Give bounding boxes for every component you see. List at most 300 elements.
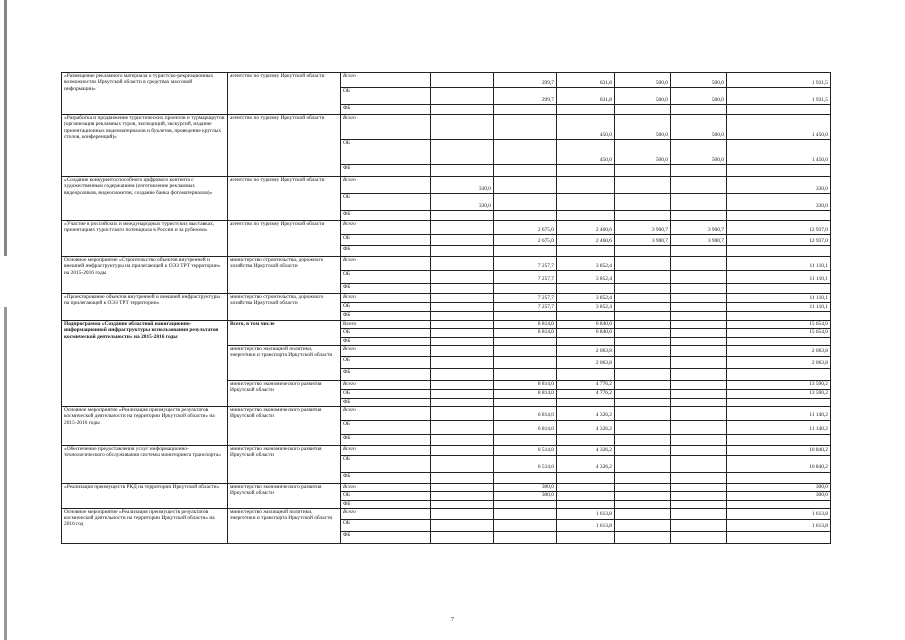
amount-cell [431,434,494,445]
table-row [62,483,831,491]
amount-cell [431,398,494,406]
table-row [62,73,831,88]
amount-cell [727,211,831,221]
amount-cell [671,177,727,194]
amount-cell [557,337,615,345]
executor-cell: агентство по туризму Иркутской области [228,177,341,221]
measure-description-cell: «Обеспечение предоставления услуг информационно-технологического обслуживания системы мониторинга транспорта» [62,445,228,483]
amount-cell: 3 900,7 [671,221,727,235]
amount-cell: 12 937,0 [727,221,831,235]
amount-cell [671,105,727,115]
budget-table-body [62,73,831,544]
amount-cell [671,329,727,337]
amount-cell [431,165,494,177]
amount-cell [494,177,557,194]
amount-cell: 2 063,8 [557,356,615,368]
amount-cell [494,398,557,406]
amount-cell [431,211,494,221]
table-row [62,321,831,329]
amount-cell [557,165,615,177]
amount-cell [557,483,615,491]
amount-cell: 3 900,7 [615,221,671,235]
amount-cell [557,398,615,406]
amount-cell [557,492,615,500]
funding-source-cell: Всего [341,177,431,194]
amount-cell [671,389,727,398]
amount-cell [671,312,727,321]
amount-cell [615,329,671,337]
amount-cell [671,472,727,483]
amount-cell [615,257,671,271]
amount-cell [557,368,615,380]
measure-description-cell: Основное мероприятие «Реализация преимуществ результатов космической деятельности на территории Иркутской области» на 2015-2016 годы [62,406,228,445]
amount-cell [727,472,831,483]
funding-source-cell: Всего [341,73,431,88]
funding-source-cell: Всего [341,221,431,235]
executor-cell: министерство строительства, дорожного хозяйства Иркутской области [228,294,341,321]
amount-cell [671,445,727,455]
funding-source-cell: ФБ [341,211,431,221]
funding-source-cell: ОБ [341,194,431,211]
amount-cell [431,140,494,165]
amount-cell: 15 654,0 [727,321,831,329]
amount-cell: 300,0 [494,483,557,491]
amount-cell [431,483,494,491]
amount-cell: 6 814,0 [494,406,557,420]
funding-source-cell: ОБ [341,455,431,472]
amount-cell: 1 613,8 [557,519,615,531]
amount-cell [431,406,494,420]
amount-cell: 11 110,1 [727,294,831,303]
measure-description-cell: «Участие в российских и международных туристских выставках, презентациях туристского потенциала в России и за рубежом» [62,221,228,257]
amount-cell [431,500,494,508]
amount-cell: 3 900,7 [615,235,671,246]
funding-source-cell: Всего [341,257,431,271]
measure-description-cell: «Размещение рекламного материала о туристско-рекреационных возможностях Иркутской области в средствах массовой информации» [62,73,228,115]
amount-cell: 1 450,0 [727,140,831,165]
amount-cell: 13 590,2 [727,380,831,389]
budget-table [61,72,831,544]
table-row [62,257,831,271]
amount-cell: 8 814,0 [494,389,557,398]
table-row [62,508,831,519]
amount-cell [727,105,831,115]
amount-cell [431,246,494,257]
amount-cell: 1 613,8 [727,519,831,531]
funding-source-cell: ОБ [341,356,431,368]
amount-cell: 300,0 [727,492,831,500]
amount-cell: 500,0 [671,88,727,105]
amount-cell [615,420,671,434]
funding-source-cell: ОБ [341,420,431,434]
funding-source-cell: Всего [341,294,431,303]
amount-cell: 450,0 [557,140,615,165]
amount-cell [615,356,671,368]
executor-cell: министерство экономического развития Иркутской области [228,445,341,483]
subprogram-title-cell: Подпрограмма «Создание областной навигационно-информационной инфраструктуры использования результатов космической деятельности» на 2015-2016 годы [62,321,228,407]
amount-cell: 4 326,2 [557,420,615,434]
funding-source-cell: Всего [341,345,431,356]
amount-cell: 299,7 [494,88,557,105]
amount-cell [615,445,671,455]
amount-cell [494,312,557,321]
amount-cell [671,356,727,368]
funding-source-cell: ФБ [341,246,431,257]
amount-cell [727,312,831,321]
amount-cell: 500,0 [615,73,671,88]
amount-cell: 2 675,0 [494,235,557,246]
amount-cell: 7 257,7 [494,303,557,312]
amount-cell [615,398,671,406]
amount-cell [671,294,727,303]
amount-cell [431,284,494,294]
amount-cell: 500,0 [671,140,727,165]
amount-cell [494,434,557,445]
funding-source-cell: ОБ [341,519,431,531]
amount-cell [431,380,494,389]
amount-cell [615,380,671,389]
amount-cell [494,140,557,165]
funding-source-cell: ФБ [341,284,431,294]
executor-cell: министерство экономического развития Иркутской области [228,380,341,406]
amount-cell [431,368,494,380]
amount-cell [431,329,494,337]
amount-cell [671,368,727,380]
amount-cell: 8 814,0 [494,321,557,329]
amount-cell [431,420,494,434]
amount-cell [494,519,557,531]
amount-cell [615,368,671,380]
amount-cell [494,165,557,177]
amount-cell [671,246,727,257]
amount-cell [615,406,671,420]
amount-cell: 3 852,4 [557,257,615,271]
amount-cell [671,284,727,294]
amount-cell: 4 326,2 [557,445,615,455]
amount-cell [615,492,671,500]
amount-cell [615,508,671,519]
executor-cell: агентство по туризму Иркутской области [228,73,341,115]
amount-cell: 2 063,8 [557,345,615,356]
funding-source-cell: Всего [341,508,431,519]
amount-cell [615,246,671,257]
amount-cell [615,211,671,221]
amount-cell [431,294,494,303]
amount-cell [727,165,831,177]
amount-cell [671,303,727,312]
table-row [62,177,831,194]
amount-cell: 2 460,6 [557,235,615,246]
amount-cell: 4 776,2 [557,389,615,398]
amount-cell: 10 840,2 [727,455,831,472]
amount-cell: 3 852,4 [557,271,615,284]
amount-cell: 1 613,8 [727,508,831,519]
amount-cell [557,177,615,194]
amount-cell [494,472,557,483]
executor-cell: министерство экономического развития Иркутской области [228,406,341,445]
amount-cell [671,211,727,221]
amount-cell: 11 140,2 [727,406,831,420]
amount-cell: 330,0 [727,194,831,211]
amount-cell [494,337,557,345]
executor-cell: министерство жилищной политики, энергетики и транспорта Иркутской области [228,508,341,543]
amount-cell: 299,7 [494,73,557,88]
amount-cell [494,345,557,356]
amount-cell: 500,0 [671,115,727,140]
amount-cell: 2 063,8 [727,345,831,356]
amount-cell: 500,0 [615,115,671,140]
amount-cell [671,337,727,345]
amount-cell: 3 852,4 [557,294,615,303]
amount-cell [431,105,494,115]
amount-cell [671,531,727,543]
amount-cell [494,508,557,519]
amount-cell [431,472,494,483]
amount-cell [671,455,727,472]
amount-cell [557,472,615,483]
amount-cell [671,380,727,389]
amount-cell: 11 110,1 [727,303,831,312]
funding-source-cell: Всего [341,406,431,420]
amount-cell: 6 814,0 [494,420,557,434]
amount-cell [431,356,494,368]
amount-cell [671,321,727,329]
funding-source-cell: Всего [341,115,431,140]
amount-cell [431,321,494,329]
amount-cell: 330,0 [727,177,831,194]
amount-cell [557,105,615,115]
funding-source-cell: ОБ [341,140,431,165]
amount-cell [615,105,671,115]
amount-cell: 330,0 [431,177,494,194]
amount-cell: 330,0 [431,194,494,211]
measure-description-cell: «Проектирование объектов внутренней и внешней инфраструктуры на прилегающей к ОЭЗ ТРТ территории» [62,294,228,321]
amount-cell: 500,0 [615,140,671,165]
amount-cell: 11 110,1 [727,257,831,271]
amount-cell [615,519,671,531]
amount-cell [494,115,557,140]
amount-cell [671,406,727,420]
amount-cell [557,284,615,294]
amount-cell [615,271,671,284]
amount-cell [615,337,671,345]
amount-cell [727,500,831,508]
amount-cell [431,345,494,356]
amount-cell: 8 814,0 [494,329,557,337]
amount-cell: 300,0 [727,483,831,491]
amount-cell [615,284,671,294]
amount-cell [671,500,727,508]
amount-cell [671,194,727,211]
funding-source-cell: ОБ [341,271,431,284]
amount-cell [615,165,671,177]
amount-cell: 8 814,0 [494,380,557,389]
amount-cell [727,434,831,445]
amount-cell [557,246,615,257]
amount-cell [615,500,671,508]
amount-cell [431,445,494,455]
amount-cell [431,519,494,531]
amount-cell [727,284,831,294]
funding-source-cell: ОБ [341,303,431,312]
funding-source-cell: ФБ [341,531,431,543]
amount-cell: 450,0 [557,115,615,140]
amount-cell: 11 110,1 [727,271,831,284]
amount-cell [615,303,671,312]
funding-source-cell: ФБ [341,368,431,380]
amount-cell: 11 140,2 [727,420,831,434]
executor-cell: министерство экономического развития Иркутской области [228,483,341,508]
amount-cell [557,500,615,508]
amount-cell [615,531,671,543]
amount-cell: 1 931,5 [727,88,831,105]
amount-cell [671,420,727,434]
amount-cell [557,312,615,321]
funding-source-cell: Всего [341,483,431,491]
measure-description-cell: «Разработка и продвижение туристических проектов и турмаршрутов (организация рекламных туров, экспедиций, экскурсий, издание презентационных видеоматериалов и буклетов, проведение круглых столов, конференций)» [62,115,228,177]
amount-cell: 500,0 [671,73,727,88]
executor-cell: министерство строительства, дорожного хозяйства Иркутской области [228,257,341,294]
amount-cell [431,531,494,543]
amount-cell: 2 063,8 [727,356,831,368]
amount-cell: 15 654,0 [727,329,831,337]
amount-cell [431,271,494,284]
amount-cell: 7 257,7 [494,257,557,271]
funding-source-cell: ФБ [341,434,431,445]
funding-source-cell: Всего [341,445,431,455]
amount-cell [615,434,671,445]
amount-cell [494,211,557,221]
amount-cell [431,337,494,345]
table-row [62,406,831,420]
amount-cell [615,177,671,194]
amount-cell [615,321,671,329]
amount-cell [431,257,494,271]
amount-cell [494,356,557,368]
amount-cell: 1 931,5 [727,73,831,88]
amount-cell: 12 937,0 [727,235,831,246]
amount-cell [557,194,615,211]
scan-edge-mark [4,0,7,640]
funding-source-cell: Всего [341,380,431,389]
amount-cell: 631,8 [557,88,615,105]
amount-cell: 10 840,2 [727,445,831,455]
table-row [62,294,831,303]
amount-cell [671,483,727,491]
amount-cell: 300,0 [494,492,557,500]
amount-cell [727,398,831,406]
amount-cell [494,368,557,380]
amount-cell [615,312,671,321]
amount-cell [557,211,615,221]
funding-source-cell: ОБ [341,389,431,398]
measure-description-cell: «Создание конкурентоспособного цифрового контента с художественным содержанием (изготовление рекламных видеороликов, видеосюжетов, создание банка фотоматериалов)» [62,177,228,221]
amount-cell: 631,8 [557,73,615,88]
amount-cell [431,492,494,500]
funding-source-cell: ОБ [341,329,431,337]
funding-source-cell: ФБ [341,500,431,508]
amount-cell [494,246,557,257]
amount-cell [727,337,831,345]
amount-cell: 2 675,0 [494,221,557,235]
executor-cell: агентство по туризму Иркутской области [228,115,341,177]
amount-cell [615,483,671,491]
funding-source-cell: ФБ [341,337,431,345]
amount-cell: 7 257,7 [494,271,557,284]
funding-source-cell: ОБ [341,235,431,246]
amount-cell: 7 257,7 [494,294,557,303]
amount-cell [727,368,831,380]
amount-cell [557,434,615,445]
amount-cell [431,115,494,140]
measure-description-cell: Основное мероприятие «Реализация преимуществ результатов космической деятельности на территории Иркутской области» на 2016 год [62,508,228,543]
measure-description-cell: «Реализация преимуществ РКД на территории Иркутской области» [62,483,228,508]
funding-source-cell: ФБ [341,165,431,177]
funding-source-cell: ФБ [341,312,431,321]
funding-source-cell: ФБ [341,105,431,115]
funding-source-cell: ФБ [341,398,431,406]
measure-description-cell: Основное мероприятие «Строительство объектов внутренней и внешней инфраструктуры на прилегающей к ОЭЗ ТРТ территории» на 2015-2016 годы [62,257,228,294]
amount-cell [494,284,557,294]
amount-cell: 6 514,0 [494,455,557,472]
amount-cell: 6 840,0 [557,321,615,329]
amount-cell [431,73,494,88]
table-row [62,221,831,235]
amount-cell [494,500,557,508]
amount-cell [431,235,494,246]
amount-cell: 13 590,2 [727,389,831,398]
amount-cell [671,271,727,284]
amount-cell: 1 450,0 [727,115,831,140]
amount-cell [494,105,557,115]
table-row [62,115,831,140]
amount-cell: 6 840,0 [557,329,615,337]
amount-cell [431,312,494,321]
funding-source-cell: Всего [341,321,431,329]
amount-cell [557,531,615,543]
amount-cell: 1 613,8 [557,508,615,519]
amount-cell [671,508,727,519]
amount-cell [671,165,727,177]
amount-cell: 3 900,7 [671,235,727,246]
executor-cell: Всего, в том числе [228,321,341,346]
amount-cell [727,531,831,543]
table-row [62,445,831,455]
amount-cell: 6 514,0 [494,445,557,455]
funding-source-cell: ОБ [341,88,431,105]
amount-cell [431,508,494,519]
amount-cell [671,492,727,500]
amount-cell [615,389,671,398]
amount-cell: 4 326,2 [557,455,615,472]
funding-source-cell: ФБ [341,472,431,483]
amount-cell [615,194,671,211]
amount-cell: 4 776,2 [557,380,615,389]
amount-cell [431,303,494,312]
amount-cell: 4 326,2 [557,406,615,420]
amount-cell [494,531,557,543]
amount-cell [727,246,831,257]
amount-cell [494,194,557,211]
executor-cell: министерство жилищной политики, энергетики и транспорта Иркутской области [228,345,341,380]
amount-cell [671,257,727,271]
amount-cell: 3 852,4 [557,303,615,312]
amount-cell [615,472,671,483]
amount-cell [671,434,727,445]
amount-cell [671,398,727,406]
amount-cell [671,345,727,356]
funding-source-cell: ОБ [341,492,431,500]
